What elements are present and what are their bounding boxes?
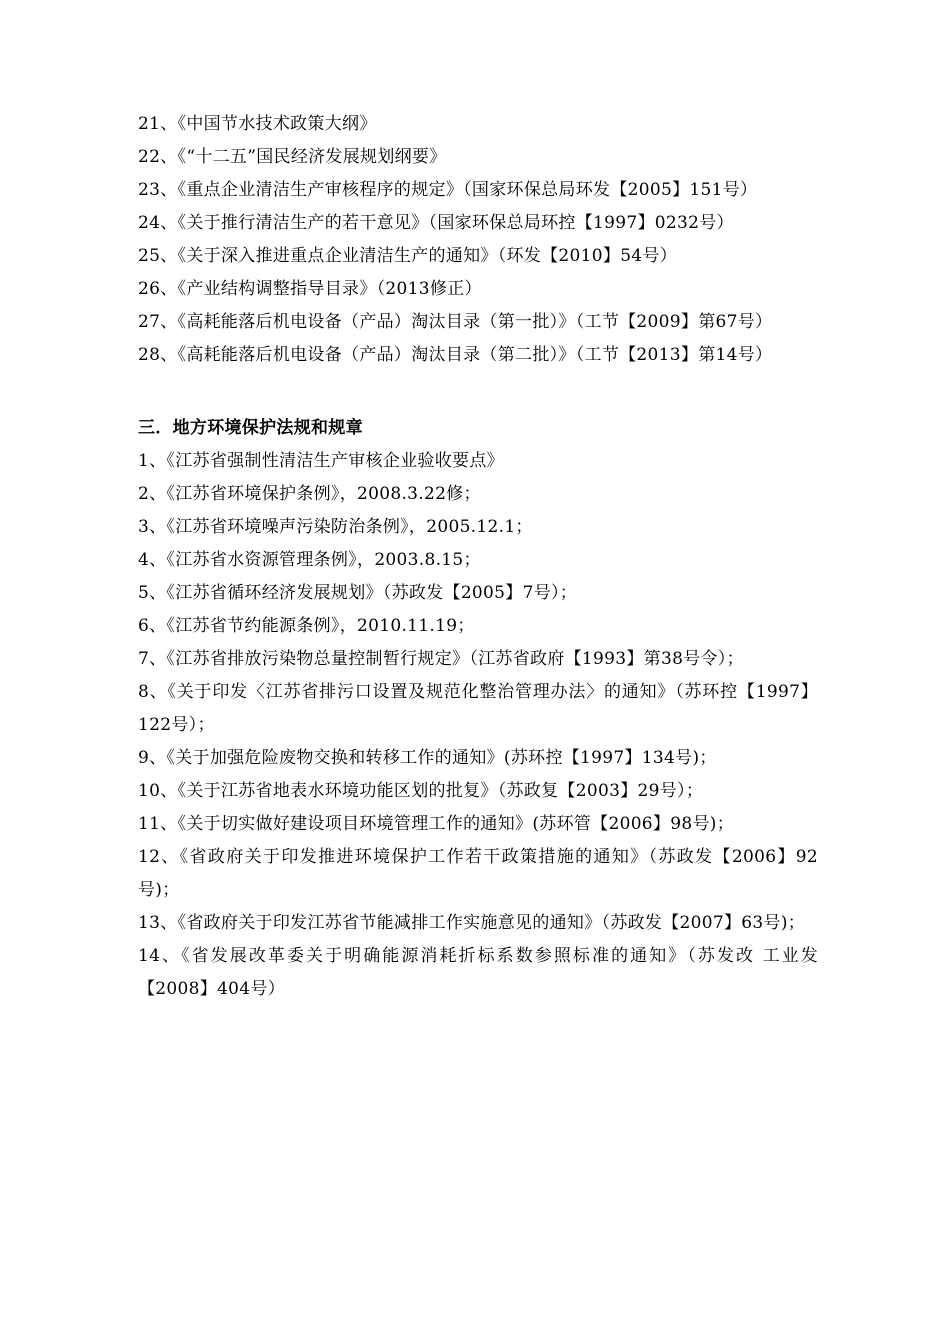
list-item: 3、《江苏省环境噪声污染防治条例》，2005.12.1； (138, 517, 533, 537)
list-item: 13、《省政府关于印发江苏省节能减排工作实施意见的通知》（苏政发【2007】63号)； (138, 913, 806, 933)
national-regulations-list (138, 108, 818, 372)
list-item: 12、《省政府关于印发推进环境保护工作若干政策措施的通知》（苏政发【2006】92号)； (138, 847, 818, 900)
list-item: 25、《关于深入推进重点企业清洁生产的通知》（环发【2010】54号） (138, 246, 678, 266)
list-item: 1、《江苏省强制性清洁生产审核企业验收要点》 (138, 451, 504, 471)
list-item: 5、《江苏省循环经济发展规划》（苏政发【2005】7号）； (138, 583, 578, 603)
list-item: 11、《关于切实做好建设项目环境管理工作的通知》(苏环管【2006】98号)； (138, 814, 734, 834)
document-page (138, 108, 818, 1006)
list-item: 28、《高耗能落后机电设备（产品）淘汰目录（第二批）》（工节【2013】第14号） (138, 345, 773, 365)
list-item: 2、《江苏省环境保护条例》，2008.3.22修； (138, 484, 481, 504)
list-item: 10、《关于江苏省地表水环境功能区划的批复》（苏政复【2003】29号）； (138, 781, 704, 801)
list-item: 23、《重点企业清洁生产审核程序的规定》（国家环保总局环发【2005】151号） (138, 180, 758, 200)
list-item: 26、《产业结构调整指导目录》（2013修正） (138, 279, 482, 299)
list-item: 14、《省发展改革委关于明确能源消耗折标系数参照标准的通知》（苏发改 工业发【2008】404号） (138, 946, 818, 999)
local-regulations-list (138, 445, 818, 1006)
section-spacer (138, 372, 818, 412)
list-item: 24、《关于推行清洁生产的若干意见》（国家环保总局环控【1997】0232号） (138, 213, 734, 233)
list-item: 21、《中国节水技术政策大纲》 (138, 114, 377, 134)
list-item: 7、《江苏省排放污染物总量控制暂行规定》（江苏省政府【1993】第38号令）； (138, 649, 744, 669)
list-item: 9、《关于加强危险废物交换和转移工作的通知》(苏环控【1997】134号)； (138, 748, 717, 768)
list-item: 4、《江苏省水资源管理条例》，2003.8.15； (138, 550, 481, 570)
section-heading: 三．地方环境保护法规和规章 (138, 418, 363, 438)
list-item: 8、《关于印发〈江苏省排污口设置及规范化整治管理办法〉的通知》（苏环控【1997】122号）； (138, 682, 818, 735)
list-item: 6、《江苏省节约能源条例》，2010.11.19； (138, 616, 475, 636)
list-item: 27、《高耗能落后机电设备（产品）淘汰目录（第一批）》（工节【2009】第67号） (138, 312, 773, 332)
list-item: 22、《“十二五”国民经济发展规划纲要》 (138, 147, 447, 167)
